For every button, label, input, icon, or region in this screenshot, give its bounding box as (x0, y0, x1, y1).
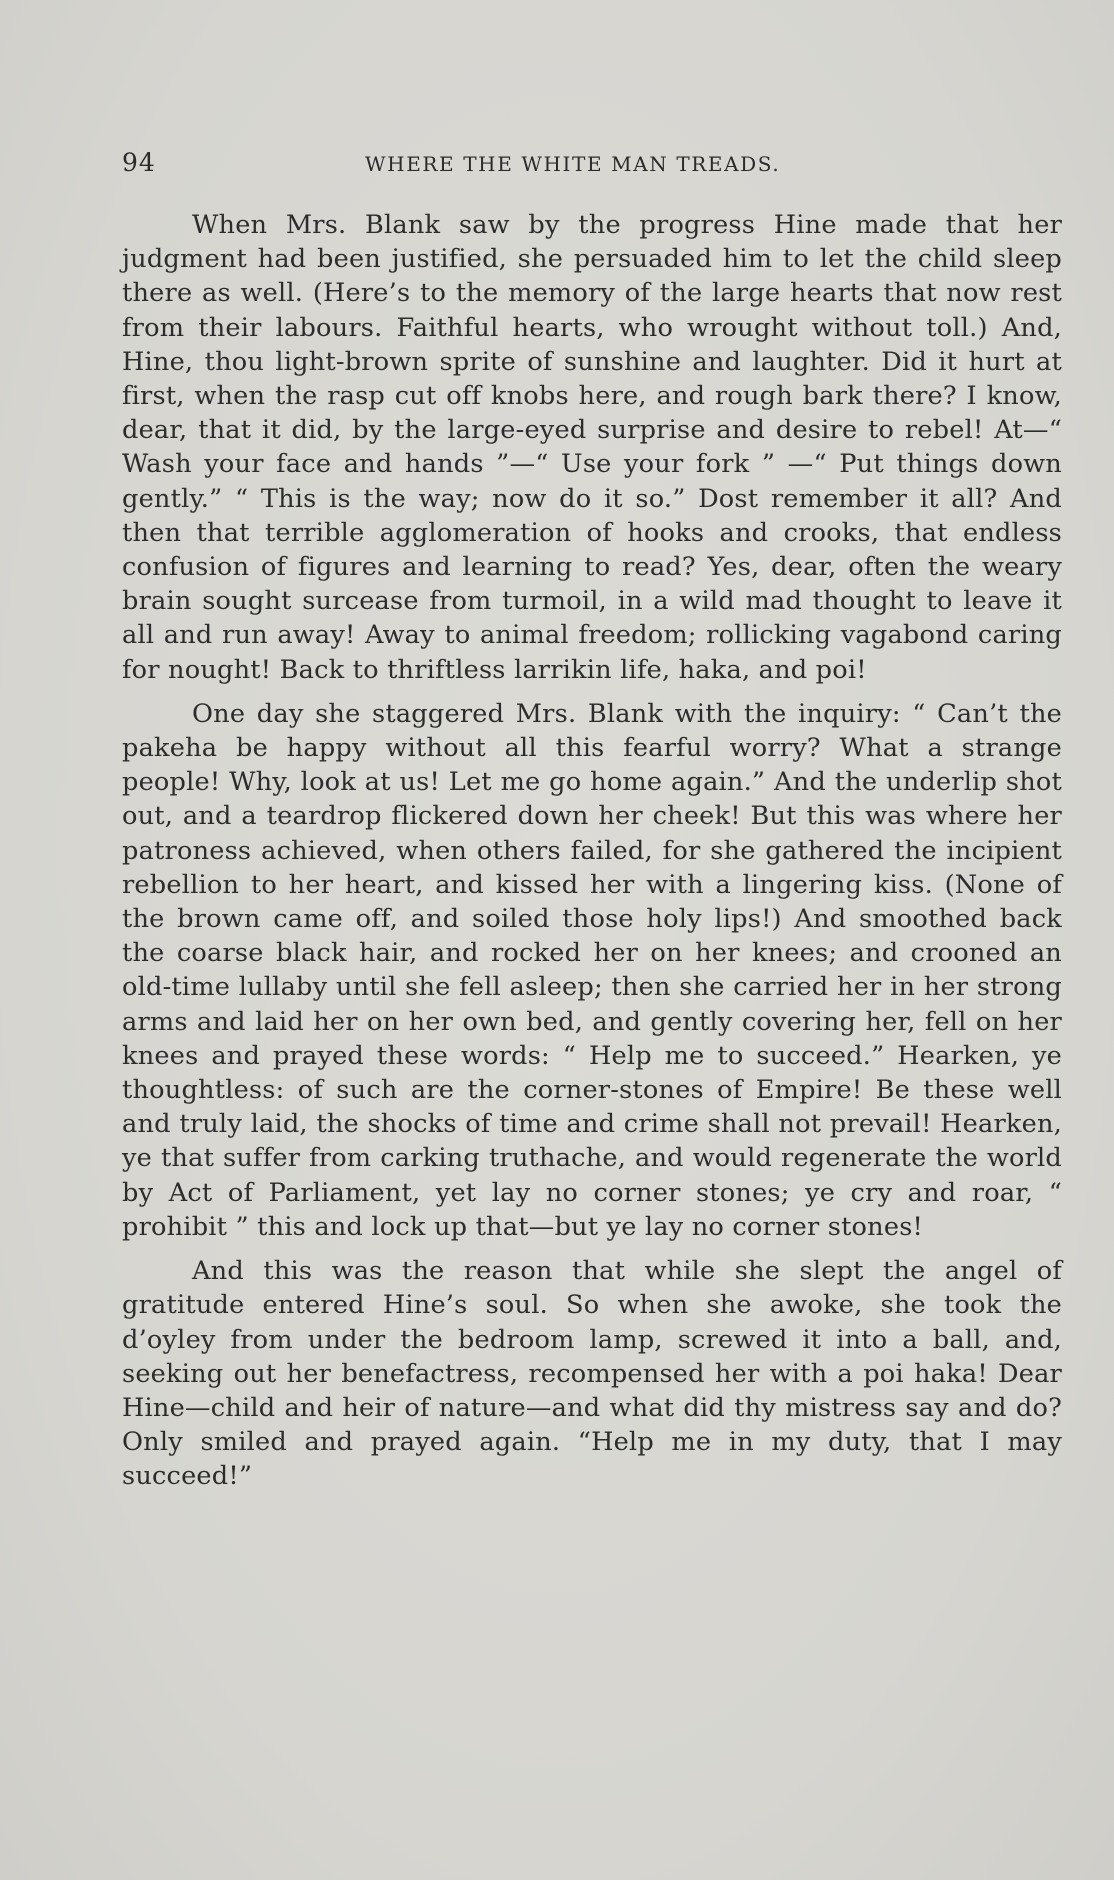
paragraph-1: When Mrs. Blank saw by the progress Hine made that her judgment had been justified, she persuaded him to let the child sleep there as well. (Here’s to the memory of the large hearts that now rest from their labours. Faithful hearts, who wrought without toll.) And, Hine, thou light-brown sprite of sunshine and laughter. Did it hurt at first, when the rasp cut off knobs here, and rough bark there? I know, dear, that it did, by the large-eyed surprise and desire to rebel! At—“ Wash your face and hands ”—“ Use your fork ” —“ Put things down gently.” “ This is the way; now do it so.” Dost remember it all? And then that terrible agglomeration of hooks and crooks, that endless confusion of figures and learning to read? Yes, dear, often the weary brain sought surcease from turmoil, in a wild mad thought to leave it all and run away! Away to animal freedom; rollicking vagabond caring for nought! Back to thriftless larrikin life, haka, and poi! (122, 210, 1062, 685)
body-text (122, 208, 1062, 1494)
running-head (122, 146, 1062, 186)
paragraph-2: One day she staggered Mrs. Blank with the inquiry: “ Can’t the pakeha be happy without all this fearful worry? What a strange people! Why, look at us! Let me go home again.” And the underlip shot out, and a teardrop flickered down her cheek! But this was where her patroness achieved, when others failed, for she gathered the incipient rebellion to her heart, and kissed her with a lingering kiss. (None of the brown came off, and soiled those holy lips!) And smoothed back the coarse black hair, and rocked her on her knees; and crooned an old-time lullaby until she fell asleep; then she carried her in her strong arms and laid her on her own bed, and gently covering her, fell on her knees and prayed these words: “ Help me to succeed.” Hearken, ye thoughtless: of such are the corner-stones of Empire! Be these well and truly laid, the shocks of time and crime shall not prevail! Hearken, ye that suffer from carking truthache, and would regenerate the world by Act of Parliament, yet lay no corner stones; ye cry and roar, “ prohibit ” this and lock up that—but ye lay no corner stones! (122, 698, 1062, 1242)
book-page (122, 146, 1062, 1504)
paragraph-3: And this was the reason that while she slept the angel of gratitude entered Hine’s soul. So when she awoke, she took the d’oyley from under the bedroom lamp, screwed it into a ball, and, seeking out her benefactress, recompensed her with a poi haka! Dear Hine—child and heir of nature—and what did thy mistress say and do? Only smiled and prayed again. “Help me in my duty, that I may succeed!” (122, 1256, 1062, 1492)
running-title: WHERE THE WHITE MAN TREADS. (365, 152, 781, 176)
page-number: 94 (122, 148, 156, 177)
